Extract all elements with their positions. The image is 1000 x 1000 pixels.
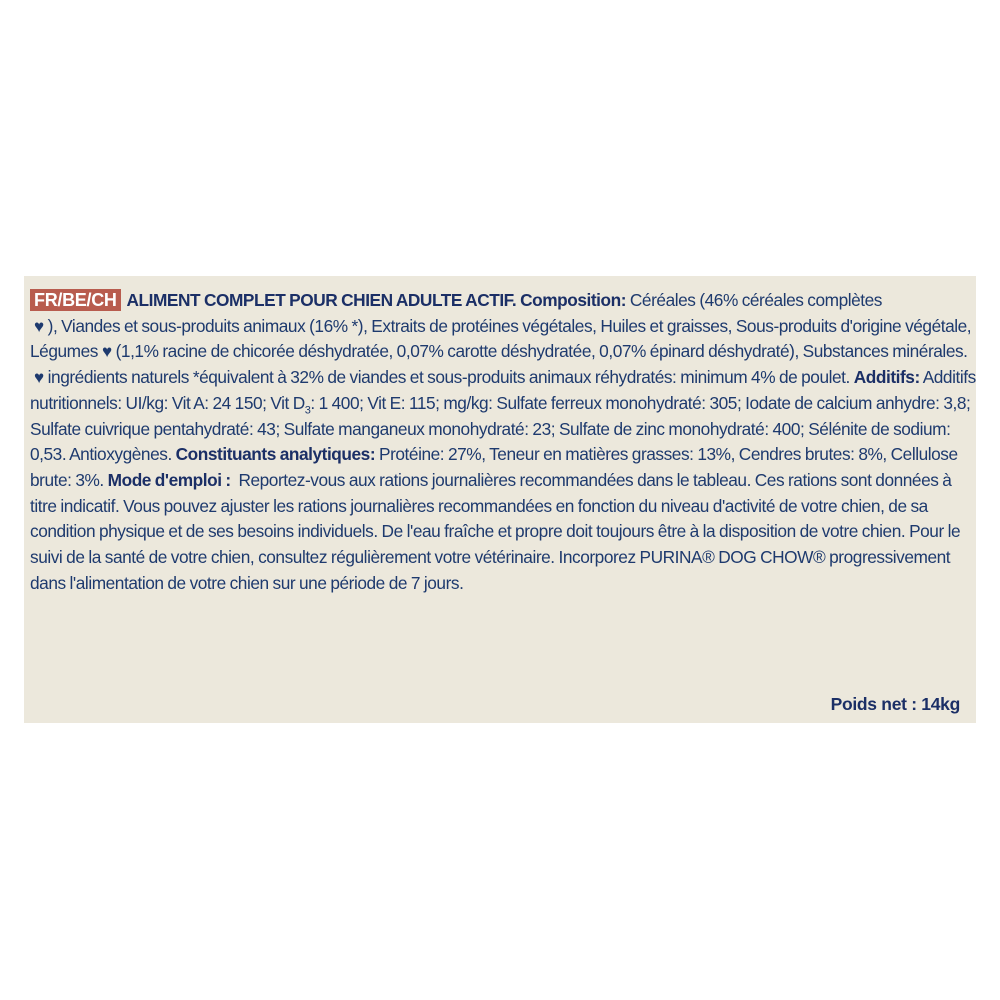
ingredient-label-panel	[24, 276, 976, 723]
product-title: ALIMENT COMPLET POUR CHIEN ADULTE ACTIF.	[126, 290, 517, 310]
additifs-text-2: : 1 400; Vit E: 115; mg/kg: Sulfate ferreux monohydraté: 305; Iodate de calcium anhydre: 3,8; Sulfate cuivrique pentahydraté: 43; Sulfate manganeux monohydraté: 23; Sulfate de zinc monohydraté: 400; Sélénite de sodium: 0,53. Antioxygènes.	[30, 392, 971, 465]
composition-text-2: ), Viandes et sous-produits animaux (16% *), Extraits de protéines végétales, Huiles et graisses, Sous-produits d'origine végétale, Légumes	[30, 315, 972, 362]
mode-emploi-heading: Mode d'emploi :	[107, 469, 231, 490]
additifs-heading: Additifs:	[853, 367, 920, 388]
composition-text-4: ingrédients naturels *équivalent à 32% de viandes et sous-produits animaux réhydratés: minimum 4% de poulet.	[47, 367, 850, 388]
heart-icon: ♥	[34, 316, 44, 336]
vitamin-d-subscript: 3	[304, 404, 311, 417]
heart-icon: ♥	[101, 342, 112, 362]
label-text-block	[30, 288, 976, 596]
heart-icon: ♥	[34, 368, 44, 388]
constituants-heading: Constituants analytiques:	[175, 444, 376, 465]
additifs-text-1: Additifs nutritionnels: UI/kg: Vit A: 24 150; Vit D	[30, 367, 976, 413]
composition-text-1: Céréales (46% céréales complètes	[629, 290, 882, 310]
language-badge: FR/BE/CH	[30, 289, 121, 311]
composition-heading: Composition:	[520, 290, 627, 310]
net-weight: Poids net : 14kg	[830, 694, 960, 714]
mode-emploi-text: Reportez-vous aux rations journalières recommandées dans le tableau. Ces rations sont données à titre indicatif. Vous pouvez ajuster les rations journalières recommandées en fonction du niveau d'activité de votre chien, de sa condition physique et de ses besoins individuels. De l'eau fraîche et propre doit toujours être à la disposition de votre chien. Pour le suivi de la santé de votre chien, consultez régulièrement votre vétérinaire. Incorporez PURINA® DOG CHOW® progressivement dans l'alimentation de votre chien sur une période de 7 jours.	[30, 469, 961, 593]
composition-text-3: (1,1% racine de chicorée déshydratée, 0,07% carotte déshydratée, 0,07% épinard déshydraté), Substances minérales.	[115, 341, 968, 362]
constituants-text: Protéine: 27%, Teneur en matières grasses: 13%, Cendres brutes: 8%, Cellulose brute: 3%.	[30, 444, 958, 490]
